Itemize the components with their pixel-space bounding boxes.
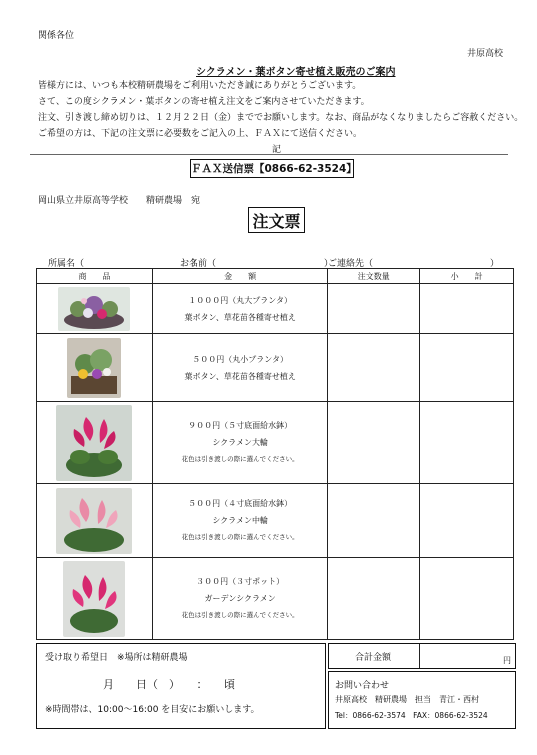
item-price: １０００円（丸大プランタ）: [188, 295, 292, 305]
pickup-box: [36, 643, 326, 729]
item-desc: シクラメン中輪: [212, 516, 268, 525]
paragraph-4: ご希望の方は、下記の注文票に必要数をご記入の上、ＦＡＸにて送信ください。: [38, 129, 363, 139]
item-price: ９００円（５寸底面給水鉢）: [188, 421, 293, 430]
ki-mark: 記: [272, 145, 282, 155]
contact-box: [328, 671, 516, 729]
item-note: 花色は引き渡しの際に選んでください。: [181, 533, 299, 541]
table-row: [37, 484, 514, 558]
total-label: 合計金額: [355, 653, 392, 663]
header-price: 金 額: [152, 269, 328, 284]
total-unit: 円: [503, 656, 511, 665]
subtotal-cell[interactable]: [420, 284, 514, 334]
garden-cyclamen-photo: [63, 561, 125, 637]
quantity-cell[interactable]: [328, 558, 420, 640]
subtotal-cell[interactable]: [420, 484, 514, 558]
addressee: 岡山県立井原高等学校 精研農場 宛: [38, 196, 201, 206]
table-header-row: [37, 269, 514, 284]
price-cell: [152, 402, 328, 484]
total-divider: [419, 644, 420, 668]
table-row: [37, 558, 514, 640]
contact-title: お問い合わせ: [335, 681, 390, 691]
order-table: [36, 268, 514, 640]
pickup-title: 受け取り希望日 ※場所は精研農場: [45, 653, 188, 663]
affiliation-field[interactable]: 所属名（ ）: [48, 259, 202, 269]
cyclamen-large-photo: [56, 405, 132, 481]
order-title: 注文票: [248, 207, 305, 233]
pickup-date-field[interactable]: 月 日（ ） ： 頃: [103, 678, 235, 691]
item-desc: ガーデンシクラメン: [204, 594, 276, 603]
product-photo-cell: [37, 402, 153, 484]
product-photo-cell: [37, 284, 153, 334]
subtotal-cell[interactable]: [420, 402, 514, 484]
product-photo-cell: [37, 558, 153, 640]
total-box: [328, 643, 516, 669]
header-product: 商 品: [37, 269, 153, 284]
product-photo-cell: [37, 484, 153, 558]
paragraph-2: さて、この度シクラメン・葉ボタンの寄せ植え注文をご案内させていただきます。: [38, 97, 370, 107]
item-price: ３００円（３寸ポット）: [196, 577, 285, 586]
small-planter-photo: [67, 338, 121, 398]
quantity-cell[interactable]: [328, 334, 420, 402]
contact-line-2: Tel：0866-62-3574 FAX：0866-62-3524: [335, 711, 488, 720]
quantity-cell[interactable]: [328, 284, 420, 334]
price-cell: [152, 484, 328, 558]
paragraph-3: 注文、引き渡し締め切りは、１２月２２日（金）まででお願いします。なお、商品がなくなりましたらご容赦ください。: [38, 113, 524, 123]
item-price: ５００円（丸小プランタ）: [192, 354, 288, 364]
quantity-cell[interactable]: [328, 402, 420, 484]
paragraph-1: 皆様方には、いつも本校精研農場をご利用いただき誠にありがとうございます。: [38, 81, 362, 91]
header-quantity: 注文数量: [328, 269, 420, 284]
table-row: [37, 402, 514, 484]
item-price: ５００円（４寸底面給水鉢）: [188, 499, 293, 508]
item-desc: 葉ボタン、草花苗各種寄せ植え: [184, 371, 296, 381]
price-cell: [152, 284, 328, 334]
price-cell: [152, 334, 328, 402]
name-field[interactable]: お名前（ ）: [180, 259, 334, 269]
item-note: 花色は引き渡しの際に選んでください。: [181, 611, 299, 619]
fax-label: ＦＡＸ送信票【0866-62-3524】: [190, 159, 354, 178]
cyclamen-medium-photo: [56, 488, 132, 554]
product-photo-cell: [37, 334, 153, 402]
pickup-note: ※時間帯は、10:00～16:00 を目安にお願いします。: [45, 705, 260, 715]
item-desc: 葉ボタン、草花苗各種寄せ植え: [184, 312, 296, 322]
quantity-cell[interactable]: [328, 484, 420, 558]
contact-field[interactable]: ご連絡先（ ）: [328, 259, 500, 269]
subtotal-cell[interactable]: [420, 558, 514, 640]
planter-photo: [58, 287, 130, 331]
table-row: [37, 284, 514, 334]
header-subtotal: 小 計: [420, 269, 514, 284]
contact-line-1: 井原高校 精研農場 担当 青江・西村: [335, 695, 479, 704]
notice-title: シクラメン・葉ボタン寄せ植え販売のご案内: [196, 67, 396, 78]
table-row: [37, 334, 514, 402]
sender: 井原高校: [467, 49, 504, 59]
item-note: 花色は引き渡しの際に選んでください。: [181, 455, 299, 463]
item-desc: シクラメン大輪: [212, 438, 268, 447]
price-cell: [152, 558, 328, 640]
recipient: 関係各位: [38, 31, 75, 41]
divider: [30, 154, 508, 155]
subtotal-cell[interactable]: [420, 334, 514, 402]
